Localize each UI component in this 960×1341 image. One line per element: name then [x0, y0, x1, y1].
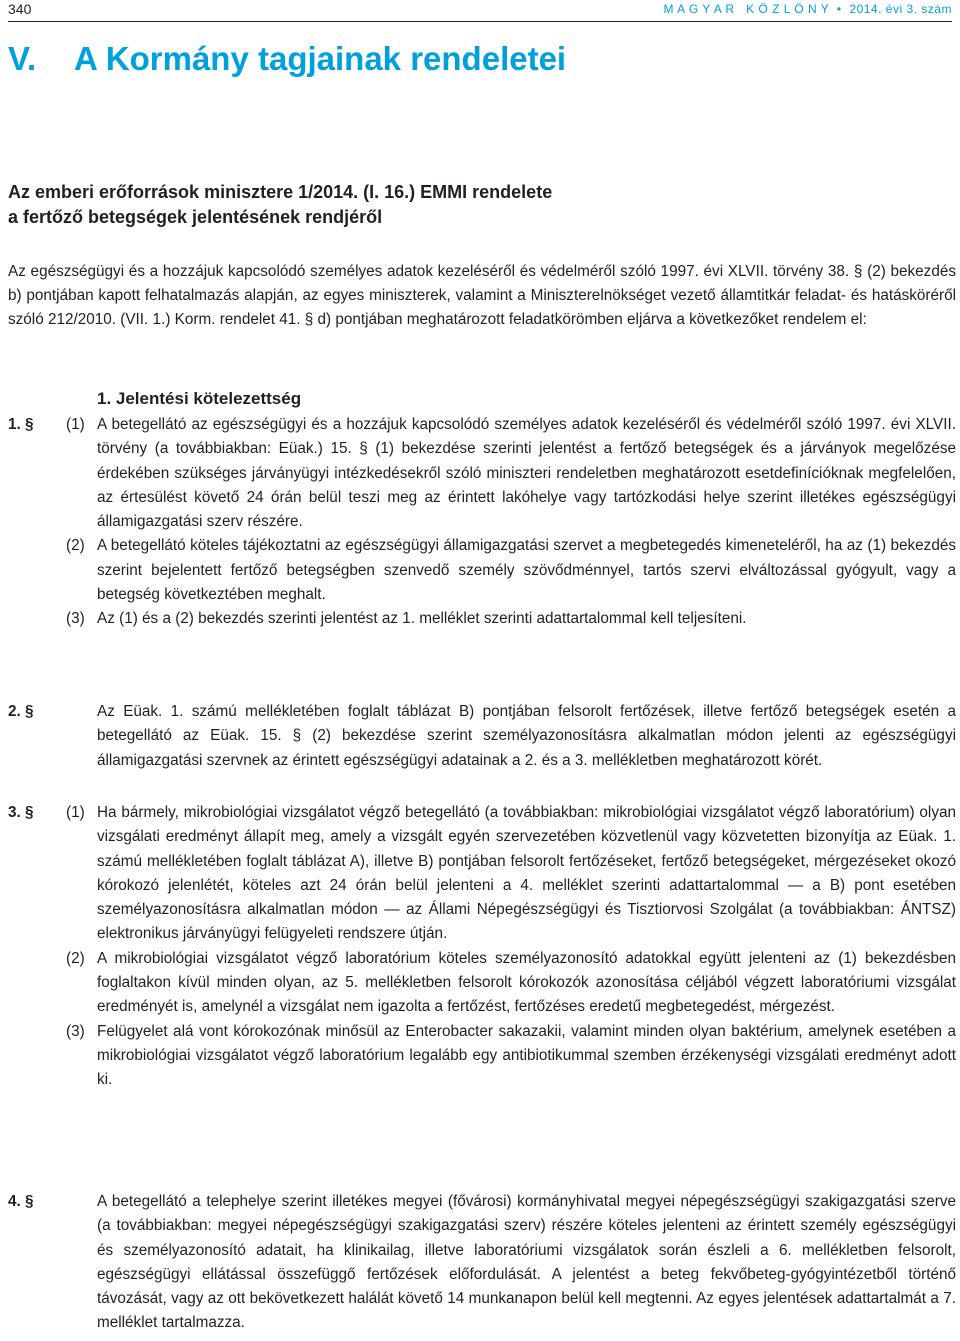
paragraph-text: Ha bármely, mikrobiológiai vizsgálatot végző betegellátó (a továbbiakban: mikrobiológiai vizsgálatot végző laboratórium) olyan vizsgálati eredményt állapít meg, amely a vizsgált egyén szervezetében közvetlenül vagy közvetetten bizonyítja az Eüak. 1. számú mellékletében foglalt táblázat A), illetve B) pontjában felsorolt fertőzéseket, fertőző betegségeket, mérgezéseket okozó kórokozó jelenlétét, köteles azt 24 órán belül jelenteni a 4. melléklet szerinti adattartalommal — a B) pont esetében személyazonosításra alkalmatlan módon — az Állami Népegészségügyi és Tisztiorvosi Szolgálat (a továbbiakban: ÁNTSZ) elektronikus járványügyi felügyeleti rendszere útján. — [97, 804, 956, 943]
paragraph-row — [8, 413, 956, 534]
section-1 — [8, 413, 956, 632]
decree-title-line-2: a fertőző betegségek jelentésének rendjéről — [8, 207, 383, 227]
section-2 — [8, 700, 956, 773]
paragraph-number: (1) — [66, 804, 85, 821]
page-header — [0, 0, 960, 24]
header-rule — [8, 21, 952, 22]
section-number: 4. § — [8, 1193, 34, 1210]
paragraph-number: (3) — [66, 1022, 85, 1040]
paragraph-text: Az Eüak. 1. számú mellékletében foglalt táblázat B) pontjában felsorolt fertőzések, illetve fertőző betegségek esetén a betegellátó az Eüak. 15. § (2) bekezdése szerint személyazonosításra alkalmatlan módon jelenti az egészségügyi államigazgatási szervnek az érintett egészségügyi adatainak a 2. és a 3. mellékletben meghatározott körét. — [97, 703, 956, 769]
page-number: 340 — [8, 1, 32, 17]
paragraph-row — [8, 534, 956, 607]
paragraph-number: (2) — [66, 537, 85, 555]
paragraph-row — [8, 700, 956, 773]
paragraph-row — [8, 1020, 956, 1093]
decree-title-line-1: Az emberi erőforrások minisztere 1/2014. (I. 16.) EMMI rendelete — [8, 182, 553, 202]
section-number: 1. § — [8, 416, 34, 433]
chapter-number: V. — [8, 40, 37, 77]
separator-bullet: • — [836, 2, 842, 16]
journal-info — [663, 2, 952, 16]
paragraph-row — [8, 1190, 956, 1336]
chapter-title: A Kormány tagjainak rendeletei — [74, 40, 567, 77]
journal-name: M A G Y A R K Ö Z L Ö N Y — [663, 2, 830, 16]
paragraph-number: (2) — [66, 949, 85, 967]
paragraph-number: (3) — [66, 610, 85, 628]
section-number: 2. § — [8, 703, 34, 720]
section-4 — [8, 1190, 956, 1336]
decree-title — [8, 180, 552, 230]
section-number: 3. § — [8, 804, 34, 821]
paragraph-text: A betegellátó az egészségügyi és a hozzájuk kapcsolódó személyes adatok kezeléséről és védelméről szóló 1997. évi XLVII. törvény (a továbbiakban: Eüak.) 15. § (1) bekezdése szerinti jelentést a fertőző betegségek és a járványok megelőzése érdekében szükséges járványügyi intézkedésekről szóló miniszteri rendeletben meghatározott esetdefinícióknak megfelelően, az értesülést követő 24 órán belül teszi meg az érintett lakóhelye vagy tartózkodási helye szerint illetékes egészségügyi államigazgatási szerv részére. — [97, 416, 956, 531]
issue-number: 2014. évi 3. szám — [849, 2, 952, 16]
paragraph-text: Az (1) és a (2) bekezdés szerinti jelentést az 1. melléklet szerinti adattartalommal kell teljesíteni. — [97, 610, 747, 628]
paragraph-row — [8, 801, 956, 947]
paragraph-row — [8, 607, 956, 631]
chapter-heading — [8, 40, 566, 78]
section-3 — [8, 801, 956, 1093]
decree-preamble: Az egészségügyi és a hozzájuk kapcsolódó személyes adatok kezeléséről és védelméről szóló 1997. évi XLVII. törvény 38. § (2) bekezdés b) pontjában kapott felhatalmazás alapján, az egyes miniszterek, valamint a Miniszterelnökséget vezető államtitkár feladat- és hatásköréről szóló 212/2010. (VII. 1.) Korm. rendelet 41. § d) pontjában meghatározott feladatkörömben eljárva a következőket rendelem el: — [8, 263, 956, 328]
paragraph-text: A betegellátó köteles tájékoztatni az egészségügyi államigazgatási szervet a megbetegedés kimeneteléről, ha az (1) bekezdés szerint bejelentett fertőző betegségben szenvedő személy szövődménnyel, tartós szervi elváltozással gyógyult, vagy a betegség következtében meghalt. — [97, 537, 956, 604]
paragraph-text: Felügyelet alá vont kórokozónak minősül az Enterobacter sakazakii, valamint minden olyan baktérium, amelynek esetében a mikrobiológiai vizsgálatot végző laboratórium legalább egy antibiotikummal szemben érzékenységi vizsgálati eredményt adott ki. — [97, 1022, 956, 1089]
paragraph-row — [8, 947, 956, 1020]
paragraph-text: A mikrobiológiai vizsgálatot végző laboratórium köteles személyazonosító adatokkal együtt jelenteni az (1) bekezdésben foglaltakon kívül minden olyan, az 5. mellékletben felsorolt kórokozók azonosítása céljából végzett laboratóriumi vizsgálat eredményét is, amelynél a vizsgálat nem igazolta a fertőzést, fertőzéses eredetű megbetegedést, mérgezést. — [97, 949, 956, 1016]
paragraph-text: A betegellátó a telephelye szerint illetékes megyei (fővárosi) kormányhivatal megyei népegészségügyi szakigazgatási szerve (a továbbiakban: megyei népegészségügyi szakigazgatási szerv) részére köteles jelenteni az érintett személy egészségügyi és személyazonosító adatait, ha klinikailag, illetve laboratóriumi vizsgálatok során észleli a 6. mellékletben felsorolt, egészségügyi ellátással összefüggő fertőzések előfordulását. A jelentést a beteg fekvőbeteg-gyógyintézetből történő távozását, vagy az ott bekövetkezett halálát követő 14 munkanapon belül kell megtenni. Az egyes jelentések adattartalmát a 7. melléklet tartalmazza. — [97, 1193, 956, 1332]
section-heading: 1. Jelentési kötelezettség — [97, 389, 302, 408]
paragraph-number: (1) — [66, 416, 85, 433]
